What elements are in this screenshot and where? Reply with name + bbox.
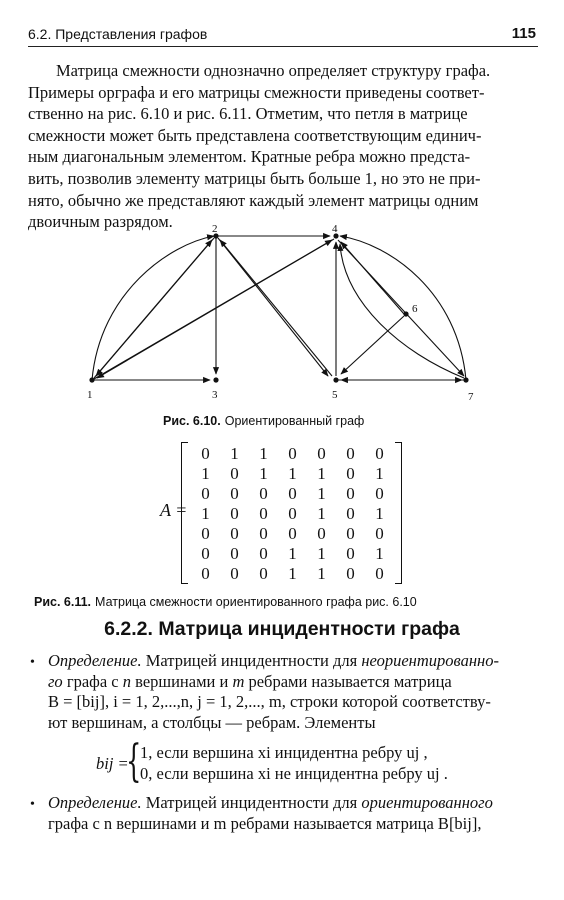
matrix-row bbox=[191, 564, 394, 584]
matrix-right-bracket bbox=[395, 442, 402, 584]
matrix-cell: 1 bbox=[288, 564, 297, 583]
caption-text: Матрица смежности ориентированного графа рис. 6.10 bbox=[95, 595, 417, 609]
page-number: 115 bbox=[511, 25, 536, 42]
graph-edge bbox=[96, 238, 214, 376]
section-title: 6.2.2. Матрица инцидентности графа bbox=[104, 618, 460, 640]
matrix-row bbox=[191, 544, 394, 564]
matrix-cell: 0 bbox=[346, 484, 355, 503]
matrix-cell: 0 bbox=[346, 444, 355, 463]
matrix-cell: 1 bbox=[230, 444, 239, 463]
matrix-label: A = bbox=[160, 500, 188, 520]
matrix-cell: 0 bbox=[346, 524, 355, 543]
matrix-cell: 0 bbox=[230, 504, 239, 523]
page-header bbox=[28, 26, 538, 47]
caption-label: Рис. 6.11. bbox=[34, 595, 92, 609]
intro-line: двоичным разрядом. bbox=[28, 212, 173, 232]
intro-line: ственно на рис. 6.10 и рис. 6.11. Отметим, что петля в матрице bbox=[28, 104, 468, 124]
matrix-cell: 1 bbox=[288, 544, 297, 563]
graph-edge bbox=[218, 238, 328, 376]
matrix-cell: 1 bbox=[317, 544, 326, 563]
matrix-row bbox=[191, 504, 394, 524]
definition-incidence-undirected: Определение. Матрицей инцидентности для неориентированно- го графа с n вершинами и m ребрами называется матрица B = [bij], i = 1, 2,...,n, j = 1, 2,..., m, строки которой соответству- ют вершинам, а столбцы — ребрам. Элементы bbox=[48, 651, 499, 732]
matrix-cell: 1 bbox=[259, 464, 268, 483]
matrix-cell: 0 bbox=[346, 544, 355, 563]
matrix-cell: 0 bbox=[375, 524, 384, 543]
matrix-row bbox=[191, 484, 394, 504]
matrix-cell: 0 bbox=[201, 484, 210, 503]
matrix-cell: 0 bbox=[346, 564, 355, 583]
matrix-cell: 0 bbox=[375, 444, 384, 463]
matrix-left-bracket bbox=[181, 442, 188, 584]
matrix-cell: 0 bbox=[259, 564, 268, 583]
graph-node bbox=[213, 377, 218, 382]
node-label: 6 bbox=[412, 303, 418, 315]
figure-caption-6-10 bbox=[163, 414, 364, 428]
matrix-cell: 1 bbox=[375, 464, 384, 483]
matrix-cell: 1 bbox=[317, 564, 326, 583]
matrix-cell: 0 bbox=[230, 564, 239, 583]
intro-line: Матрица смежности однозначно определяет структуру графа. bbox=[56, 61, 491, 80]
node-label: 4 bbox=[332, 223, 338, 235]
matrix-cell: 0 bbox=[230, 464, 239, 483]
incidence-formula bbox=[96, 736, 516, 788]
matrix-cell: 0 bbox=[375, 564, 384, 583]
chapter-title: 6.2. Представления графов bbox=[28, 26, 208, 42]
matrix-cell: 0 bbox=[346, 504, 355, 523]
node-label: 3 bbox=[212, 389, 218, 401]
adjacency-matrix bbox=[155, 440, 415, 586]
matrix-row bbox=[191, 464, 394, 484]
intro-paragraph bbox=[28, 60, 536, 233]
node-label: 1 bbox=[87, 389, 93, 401]
matrix-cell: 1 bbox=[201, 504, 210, 523]
bullet-icon: • bbox=[30, 797, 35, 812]
matrix-cell: 1 bbox=[317, 504, 326, 523]
matrix-table bbox=[191, 444, 394, 584]
matrix-cell: 1 bbox=[317, 464, 326, 483]
graph-node bbox=[463, 377, 468, 382]
node-label: 2 bbox=[212, 223, 218, 235]
matrix-cell: 1 bbox=[317, 484, 326, 503]
definition-term: Определение. bbox=[48, 793, 142, 812]
intro-line: нято, обычно же представляют каждый элемент матрицы одним bbox=[28, 190, 479, 210]
formula-lhs: bij = bbox=[96, 754, 129, 773]
matrix-cell: 0 bbox=[288, 484, 297, 503]
directed-graph-figure bbox=[60, 222, 500, 408]
matrix-cell: 0 bbox=[230, 524, 239, 543]
matrix-cell: 0 bbox=[230, 544, 239, 563]
matrix-cell: 0 bbox=[259, 504, 268, 523]
matrix-cell: 0 bbox=[259, 524, 268, 543]
graph-edge bbox=[220, 240, 332, 376]
matrix-cell: 0 bbox=[288, 504, 297, 523]
curly-brace-icon: { bbox=[126, 736, 142, 787]
graph-node bbox=[403, 311, 408, 316]
graph-node bbox=[89, 377, 94, 382]
matrix-cell: 1 bbox=[259, 444, 268, 463]
matrix-cell: 0 bbox=[288, 444, 297, 463]
matrix-cell: 0 bbox=[317, 444, 326, 463]
matrix-cell: 0 bbox=[230, 484, 239, 503]
intro-line: ным диагональным элементом. Кратные ребра можно предста- bbox=[28, 147, 471, 167]
node-label: 5 bbox=[332, 389, 338, 401]
intro-line: вить, позволив элементу матрицы быть больше 1, но это не при- bbox=[28, 168, 481, 188]
matrix-cell: 1 bbox=[201, 464, 210, 483]
matrix-row bbox=[191, 524, 394, 544]
matrix-cell: 0 bbox=[201, 444, 210, 463]
intro-line: смежности может быть представлена соответствующим единич- bbox=[28, 125, 482, 145]
matrix-cell: 0 bbox=[259, 544, 268, 563]
matrix-cell: 1 bbox=[375, 544, 384, 563]
matrix-cell: 0 bbox=[201, 564, 210, 583]
matrix-cell: 1 bbox=[288, 464, 297, 483]
caption-label: Рис. 6.10. bbox=[163, 414, 221, 428]
definition-term: Определение. bbox=[48, 651, 142, 670]
graph-edge bbox=[341, 316, 404, 374]
matrix-cell: 0 bbox=[317, 524, 326, 543]
matrix-cell: 0 bbox=[201, 524, 210, 543]
graph-edge bbox=[341, 242, 404, 314]
formula-case-1: 1, если вершина xi инцидентна ребру uj , bbox=[140, 743, 428, 762]
formula-case-2: 0, если вершина xi не инцидентна ребру uj . bbox=[140, 764, 448, 783]
node-label: 7 bbox=[468, 391, 474, 403]
graph-node bbox=[333, 377, 338, 382]
matrix-cell: 1 bbox=[375, 504, 384, 523]
matrix-cell: 0 bbox=[201, 544, 210, 563]
bullet-icon: • bbox=[30, 655, 35, 670]
matrix-cell: 0 bbox=[288, 524, 297, 543]
matrix-cell: 0 bbox=[375, 484, 384, 503]
matrix-row bbox=[191, 444, 394, 464]
definition-incidence-directed: Определение. Матрицей инцидентности для ориентированного графа с n вершинами и m ребрами называется матрица B[bij], bbox=[48, 793, 493, 833]
matrix-cell: 0 bbox=[346, 464, 355, 483]
matrix-cell: 0 bbox=[259, 484, 268, 503]
caption-text: Ориентированный граф bbox=[224, 414, 365, 428]
intro-line: Примеры орграфа и его матрицы смежности приведены соответ- bbox=[28, 82, 485, 102]
figure-caption-6-11 bbox=[34, 595, 417, 609]
